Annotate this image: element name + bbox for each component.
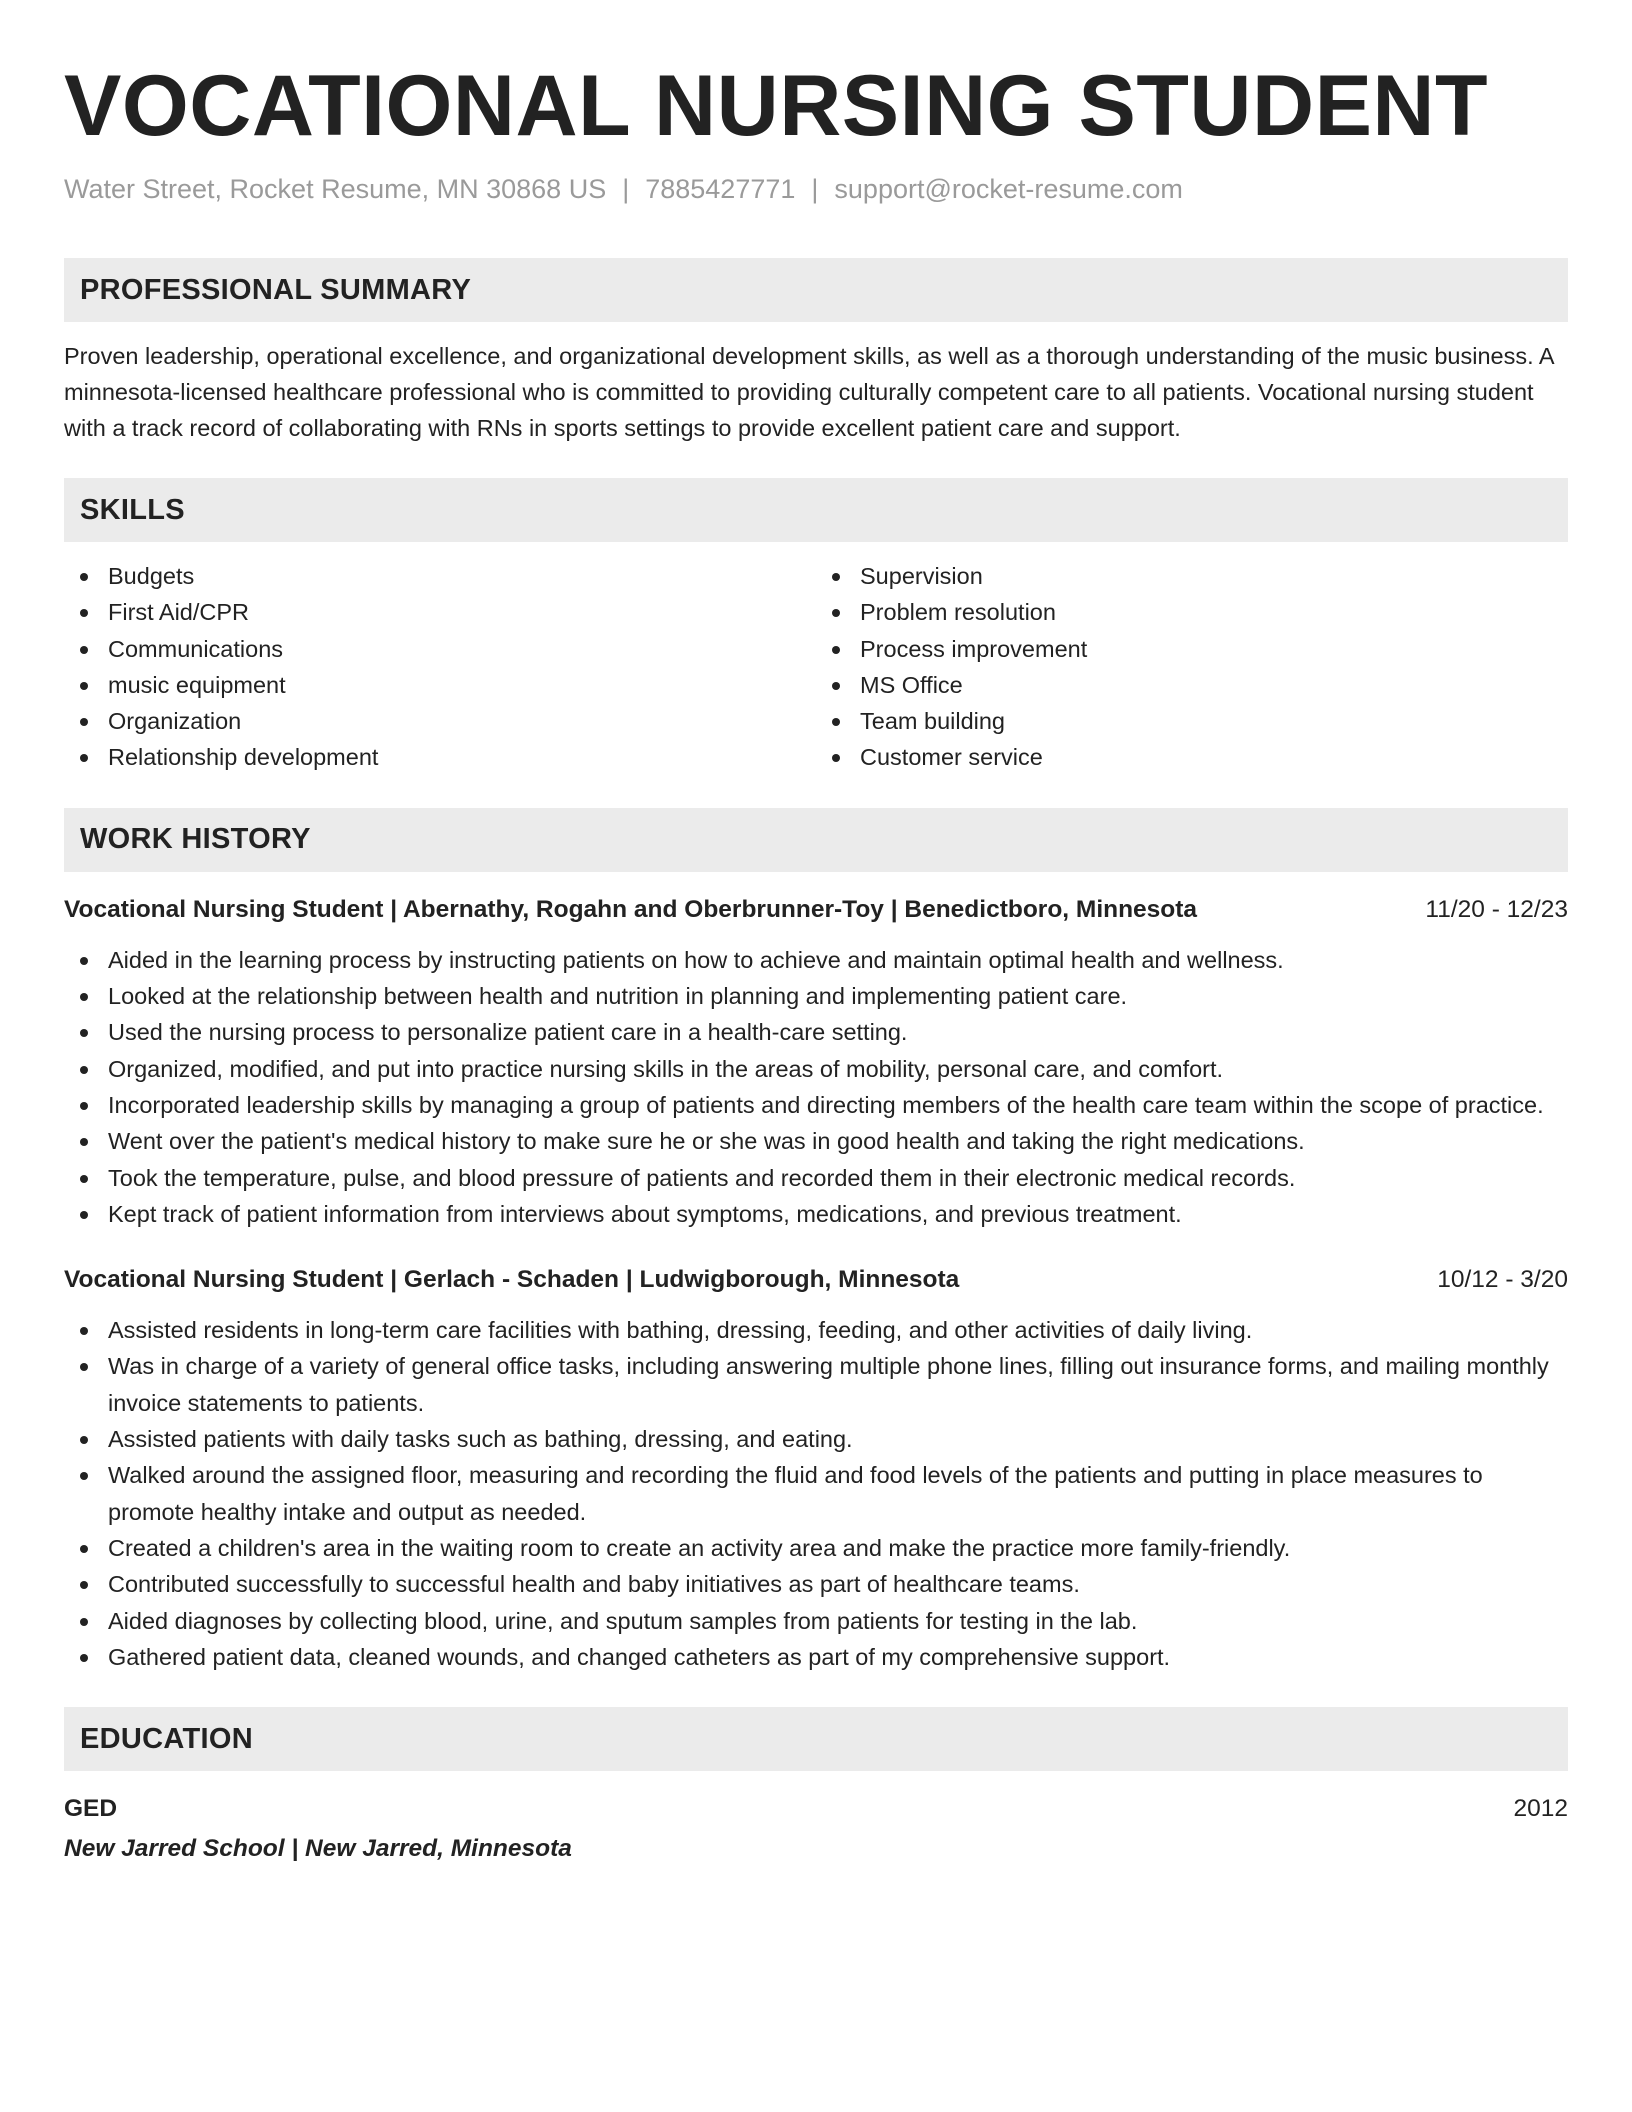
skill-item: Organization	[64, 703, 816, 739]
skills-column-right	[816, 558, 1568, 776]
section-heading-skills: SKILLS	[64, 478, 1568, 542]
section-heading-work-history: WORK HISTORY	[64, 808, 1568, 872]
job-bullet: Looked at the relationship between health and nutrition in planning and implementing patient care.	[64, 978, 1568, 1014]
skill-item: Budgets	[64, 558, 816, 594]
skill-item: Problem resolution	[816, 594, 1568, 630]
job-dates: 10/12 - 3/20	[1437, 1266, 1568, 1294]
skill-item: music equipment	[64, 667, 816, 703]
skill-item: Process improvement	[816, 631, 1568, 667]
education-entry	[64, 1791, 1568, 1827]
job-title: Vocational Nursing Student | Gerlach - Schaden | Ludwigborough, Minnesota	[64, 1266, 960, 1294]
job-bullet: Gathered patient data, cleaned wounds, and changed catheters as part of my comprehensive support.	[64, 1639, 1568, 1675]
skill-item: Team building	[816, 703, 1568, 739]
job-bullet: Was in charge of a variety of general office tasks, including answering multiple phone lines, filling out insurance forms, and mailing monthly invoice statements to patients.	[64, 1348, 1568, 1421]
education-year: 2012	[1513, 1795, 1568, 1823]
job-bullet: Aided in the learning process by instructing patients on how to achieve and maintain optimal health and wellness.	[64, 942, 1568, 978]
contact-separator: |	[811, 174, 819, 204]
job-bullet: Created a children's area in the waiting room to create an activity area and make the practice more family-friendly.	[64, 1530, 1568, 1566]
contact-address: Water Street, Rocket Resume, MN 30868 US	[64, 174, 607, 204]
contact-phone: 7885427771	[645, 174, 796, 204]
skill-item: Relationship development	[64, 739, 816, 775]
job-bullet-list	[64, 1312, 1568, 1675]
job-bullet: Contributed successfully to successful health and baby initiatives as part of healthcare teams.	[64, 1566, 1568, 1602]
section-heading-summary: PROFESSIONAL SUMMARY	[64, 258, 1568, 322]
job-bullet-list	[64, 942, 1568, 1232]
job-bullet: Assisted patients with daily tasks such as bathing, dressing, and eating.	[64, 1421, 1568, 1457]
skill-item: Customer service	[816, 739, 1568, 775]
skills-column-left	[64, 558, 816, 776]
job-dates: 11/20 - 12/23	[1425, 895, 1568, 923]
job-bullet: Took the temperature, pulse, and blood pressure of patients and recorded them in their electronic medical records.	[64, 1160, 1568, 1196]
job-bullet: Kept track of patient information from interviews about symptoms, medications, and previous treatment.	[64, 1196, 1568, 1232]
skill-item: Supervision	[816, 558, 1568, 594]
education-school: New Jarred School | New Jarred, Minnesota	[64, 1835, 572, 1863]
contact-line	[64, 172, 1568, 206]
job-bullet: Assisted residents in long-term care facilities with bathing, dressing, feeding, and other activities of daily living.	[64, 1312, 1568, 1348]
section-heading-education: EDUCATION	[64, 1707, 1568, 1771]
job-entry	[64, 1262, 1568, 1675]
job-header	[64, 892, 1568, 928]
summary-text: Proven leadership, operational excellence, and organizational development skills, as well as a thorough understanding of the music business. A minnesota-licensed healthcare professional who is committed to providing culturally competent care to all patients. Vocational nursing student with a track record of collaborating with RNs in sports settings to provide excellent patient care and support.	[64, 343, 1554, 441]
contact-separator: |	[622, 174, 630, 204]
job-bullet: Organized, modified, and put into practice nursing skills in the areas of mobility, personal care, and comfort.	[64, 1051, 1568, 1087]
job-bullet: Walked around the assigned floor, measuring and recording the fluid and food levels of the patients and putting in place measures to promote healthy intake and output as needed.	[64, 1457, 1568, 1530]
skill-item: First Aid/CPR	[64, 594, 816, 630]
job-bullet: Used the nursing process to personalize patient care in a health-care setting.	[64, 1014, 1568, 1050]
job-bullet: Incorporated leadership skills by managing a group of patients and directing members of the health care team within the scope of practice.	[64, 1087, 1568, 1123]
skill-item: Communications	[64, 631, 816, 667]
job-bullet: Aided diagnoses by collecting blood, urine, and sputum samples from patients for testing in the lab.	[64, 1603, 1568, 1639]
job-header	[64, 1262, 1568, 1298]
education-degree: GED	[64, 1795, 118, 1823]
job-title: Vocational Nursing Student | Abernathy, Rogahn and Oberbrunner-Toy | Benedictboro, Minnesota	[64, 895, 1198, 923]
skill-item: MS Office	[816, 667, 1568, 703]
resume-title: VOCATIONAL NURSING STUDENT	[64, 58, 1489, 154]
skills-grid	[64, 558, 1568, 776]
job-entry	[64, 892, 1568, 1232]
job-bullet: Went over the patient's medical history to make sure he or she was in good health and taking the right medications.	[64, 1123, 1568, 1159]
contact-email: support@rocket-resume.com	[834, 174, 1183, 204]
